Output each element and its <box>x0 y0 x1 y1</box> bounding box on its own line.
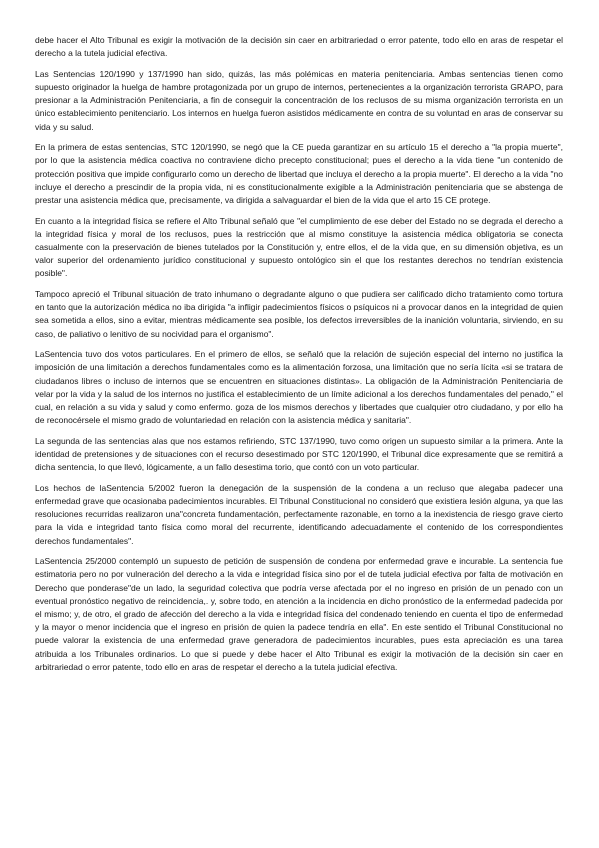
paragraph: En cuanto a la integridad física se refiere el Alto Tribunal señaló que "el cumplimiento de ese deber del Estado no se degrada el derecho a la integridad física y moral de los reclusos, pues la restricción que al mismo constituye la asistencia médica obligatoria se conecta casualmente con la preservación de bienes tutelados por la Constitución y, entre ellos, el de la vida que, en su dimensión objetiva, es un valor superior del ordenamiento jurídico constitucional y supuesto ontológico sin el que los restantes derechos no tendrían existencia posible". <box>35 215 563 279</box>
paragraph: La segunda de las sentencias alas que nos estamos refiriendo, STC 137/1990, tuvo como origen un supuesto similar a la primera. Ante la identidad de pretensiones y de situaciones con el recurso desestimado por STC 120/1990, el Tribunal dice expresamente que se remitirá a dicha sentencia, lo que llevó, lógicamente, a un fallo desestima torio, que contó con un voto particular. <box>35 435 563 473</box>
paragraph: debe hacer el Alto Tribunal es exigir la motivación de la decisión sin caer en arbitrariedad o error patente, todo ello en aras de respetar el derecho a la tutela judicial efectiva. <box>35 35 563 59</box>
paragraph: Tampoco apreció el Tribunal situación de trato inhumano o degradante alguno o que pudiera ser calificado dicho tratamiento como tortura en tanto que la autorización médica no iba dirigida "a infligir padecimientos físicos o psíquicos ni a provocar danos en la integridad de quien sea sometida a ellos, sino a evitar, mientras médicamente sea posible, los defectos irreversibles de la inanición voluntaria, sirviendo, en su caso, de paliativo o lenitivo de su nocividad para el organismo". <box>35 289 563 339</box>
paragraph: LaSentencia 25/2000 contempló un supuesto de petición de suspensión de condena por enfermedad grave e incurable. La sentencia fue estimatoria pero no por vulneración del derecho a la vida e integridad física sino por el de tutela judicial efectiva por falta de motivación en Derecho que ponderase"de un lado, la seguridad colectiva que podría verse afectada por el no ingreso en prisión de un penado con un eventual pronóstico negativo de reincidencia,. y, sobre todo, en atención a la incidencia en dicho pronóstico de la enfermedad padecida por el mismo; y, de otro, el grado de afección del derecho a la vida e integridad física del condenado teniendo en cuenta el tipo de enfermedad y la mayor o menor incidencia que el ingreso en prisión de quien la padece tendría en ella". En este sentido el Tribunal Constitucional no puede valorar la existencia de una enfermedad grave generadora de padecimientos incurables, pues esta apreciación es una tarea atribuida a los Tribunales ordinarios. Lo que si puede y debe hacer el Alto Tribunal es exigir la motivación de la decisión sin caer en arbitrariedad o error patente, todo ello en aras de respetar el derecho a la tutela judicial efectiva. <box>35 556 563 672</box>
paragraph: Los hechos de laSentencia 5/2002 fueron la denegación de la suspensión de la condena a un recluso que alegaba padecer una enfermedad grave que ocasionaba padecimientos incurables. El Tribunal Constitucional no consideró que existiera lesión alguna, ya que las resoluciones recurridas realizaron una"concreta fundamentación, perfectamente razonable, en torno a la inexistencia de riesgo grave cierto para la vida e integridad tanto física como moral del recurrente, identificando adecuadamente el contenido de los correspondientes derechos fundamentales". <box>35 482 563 546</box>
paragraph: Las Sentencias 120/1990 y 137/1990 han sido, quizás, las más polémicas en materia penitenciaria. Ambas sentencias tienen como supuesto originador la huelga de hambre protagonizada por un grupo de internos, pertenecientes a la organización terrorista GRAPO, para presionar a la Administración Penitenciaria, a fin de conseguir la concentración de los reclusos de su misma organización terrorista en un único establecimiento penitenciario. Los internos en huelga fueron asistidos médicamente en contra de su voluntad en aras de conservar su vida y su salud. <box>35 68 563 132</box>
paragraph: En la primera de estas sentencias, STC 120/1990, se negó que la CE pueda garantizar en su artículo 15 el derecho a "la propia muerte", por lo que la asistencia médica coactiva no contraviene dicho precepto constitucional; pues el derecho a la vida tiene "un contenido de protección positiva que impide configurarlo como un derecho de libertad que incluya el derecho a la propia muerte". El derecho a la vida "no incluye el derecho a prescindir de la propia vida, ni es constitucionalmente exigible a la Administración penitenciaria que se abstenga de prestar una asistencia médica que, precisamente, va dirigida a salvaguardar el bien de la vida que el arto 15 CE protege. <box>35 142 563 206</box>
paragraph: LaSentencia tuvo dos votos particulares. En el primero de ellos, se señaló que la relación de sujeción especial del interno no justifica la imposición de una limitación a derechos fundamentales como es la alimentación forzosa, una limitación que no sería lícita «si se tratara de ciudadanos libres o incluso de internos que se encuentren en situaciones distintas». La obligación de la Administración Penitenciaria de velar por la vida y la salud de los internos no justifica el establecimiento de un límite adicional a los derechos fundamentales del penado," el cual, en relación a su vida y salud y como enfermo. goza de los mismos derechos y libertades que cualquier otro ciudadano, y por ello ha de reconocérsele el mismo grado de voluntariedad en relación con la asistencia médica y sanitaria". <box>35 349 563 426</box>
